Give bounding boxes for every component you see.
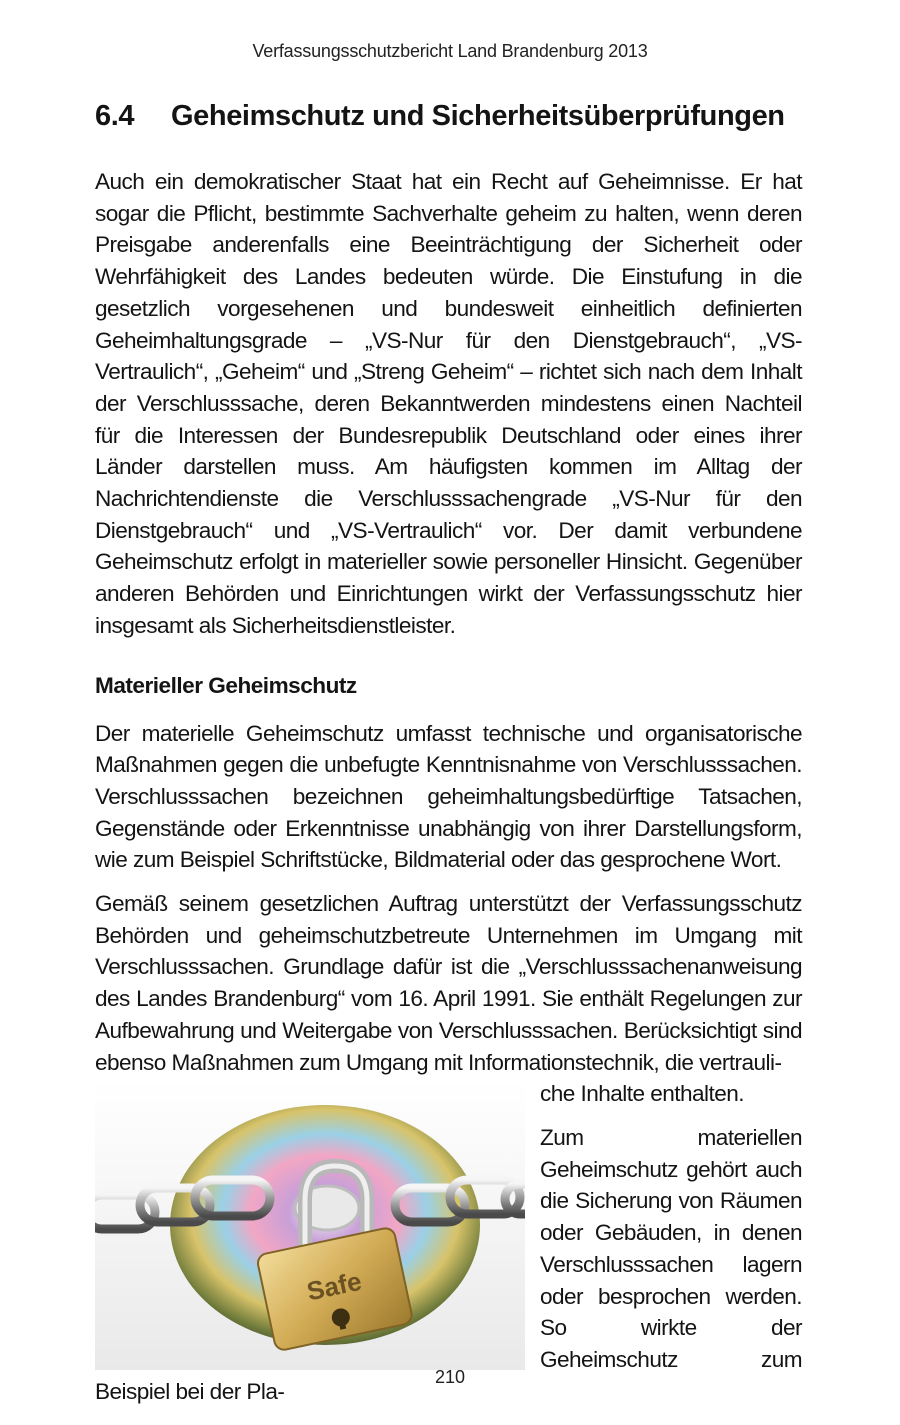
section-title: Geheimschutz und Sicherheitsüberprüfungen xyxy=(171,100,785,132)
running-header: Verfassungsschutzbericht Land Brandenburg 2013 xyxy=(252,41,648,61)
intro-paragraph: Auch ein demokratischer Staat hat ein Recht auf Geheimnisse. Er hat sogar die Pflicht, bestimmte Sachverhalte geheim zu halten, wenn deren Preisgabe anderenfalls eine Beeinträchtigung der Sicherheit oder Wehrfähigkeit des Landes bedeuten würde. Die Einstufung in die gesetzlich vorgesehenen und bundesweit einheitlich definierten Geheimhaltungsgrade – „VS-Nur für den Dienstgebrauch“, „VS-Vertraulich“, „Geheim“ und „Streng Geheim“ – richtet sich nach dem Inhalt der Verschlusssache, deren Bekanntwerden mindestens einen Nachteil für die Interessen der Bundesrepublik Deutschland oder eines ihrer Länder darstellen muss. Am häufigsten kommen im Alltag der Nachrichtendienste die Verschlusssachengrade „VS-Nur für den Dienstgebrauch“ und „VS-Vertraulich“ vor. Der damit verbundene Geheimschutz erfolgt in materieller sowie personeller Hinsicht. Gegenüber anderen Behörden und Einrichtungen wirkt der Verfassungsschutz hier insgesamt als Sicherheitsdienstleister. xyxy=(95,169,802,638)
material-paragraph-2: Gemäß seinem gesetzlichen Auftrag unterstützt der Verfassungsschutz Behörden und geheimschutzbetreute Unternehmen im Umgang mit Verschlusssachen. Grundlage dafür ist die „Verschlusssachenanweisung des Landes Brandenburg“ vom 16. April 1991. Sie enthält Regelungen zur Aufbewahrung und Weitergabe von Verschlusssachen. Berücksichtigt sind ebenso Maßnahmen zum Umgang mit Informationstechnik, die vertrauli- xyxy=(95,891,802,1075)
subheading-materieller-geheimschutz: Materieller Geheimschutz xyxy=(95,672,357,698)
cd-padlock-photo xyxy=(95,1080,525,1370)
material-paragraph-1: Der materielle Geheimschutz umfasst technische und organisatorische Maßnahmen gegen die unbefugte Kenntnisnahme von Verschlusssachen. Verschlusssachen bezeichnen geheimhaltungsbedürftige Tatsachen, Gegenstände oder Erkenntnisse unabhängig von ihrer Darstellungsform, wie zum Beispiel Schriftstücke, Bildmaterial oder das gesprochene Wort. xyxy=(95,720,802,873)
material-paragraph-3: Zum materiellen Geheimschutz gehört auch die Sicherung von Räumen oder Gebäuden, in denen Verschlusssachen lagern oder besprochen werden. So wirkte der Geheimschutz zum Beispiel bei der Pla- xyxy=(95,1124,802,1404)
cd-padlock-icon xyxy=(95,1080,525,1370)
page-content xyxy=(95,96,802,1407)
padlock-label: Safe xyxy=(304,1265,365,1307)
page-number: 210 xyxy=(434,1367,466,1387)
section-heading xyxy=(95,96,802,136)
section-number: 6.4 xyxy=(95,100,135,132)
material-paragraph-2-continued: che Inhalte enthalten. xyxy=(540,1081,744,1107)
